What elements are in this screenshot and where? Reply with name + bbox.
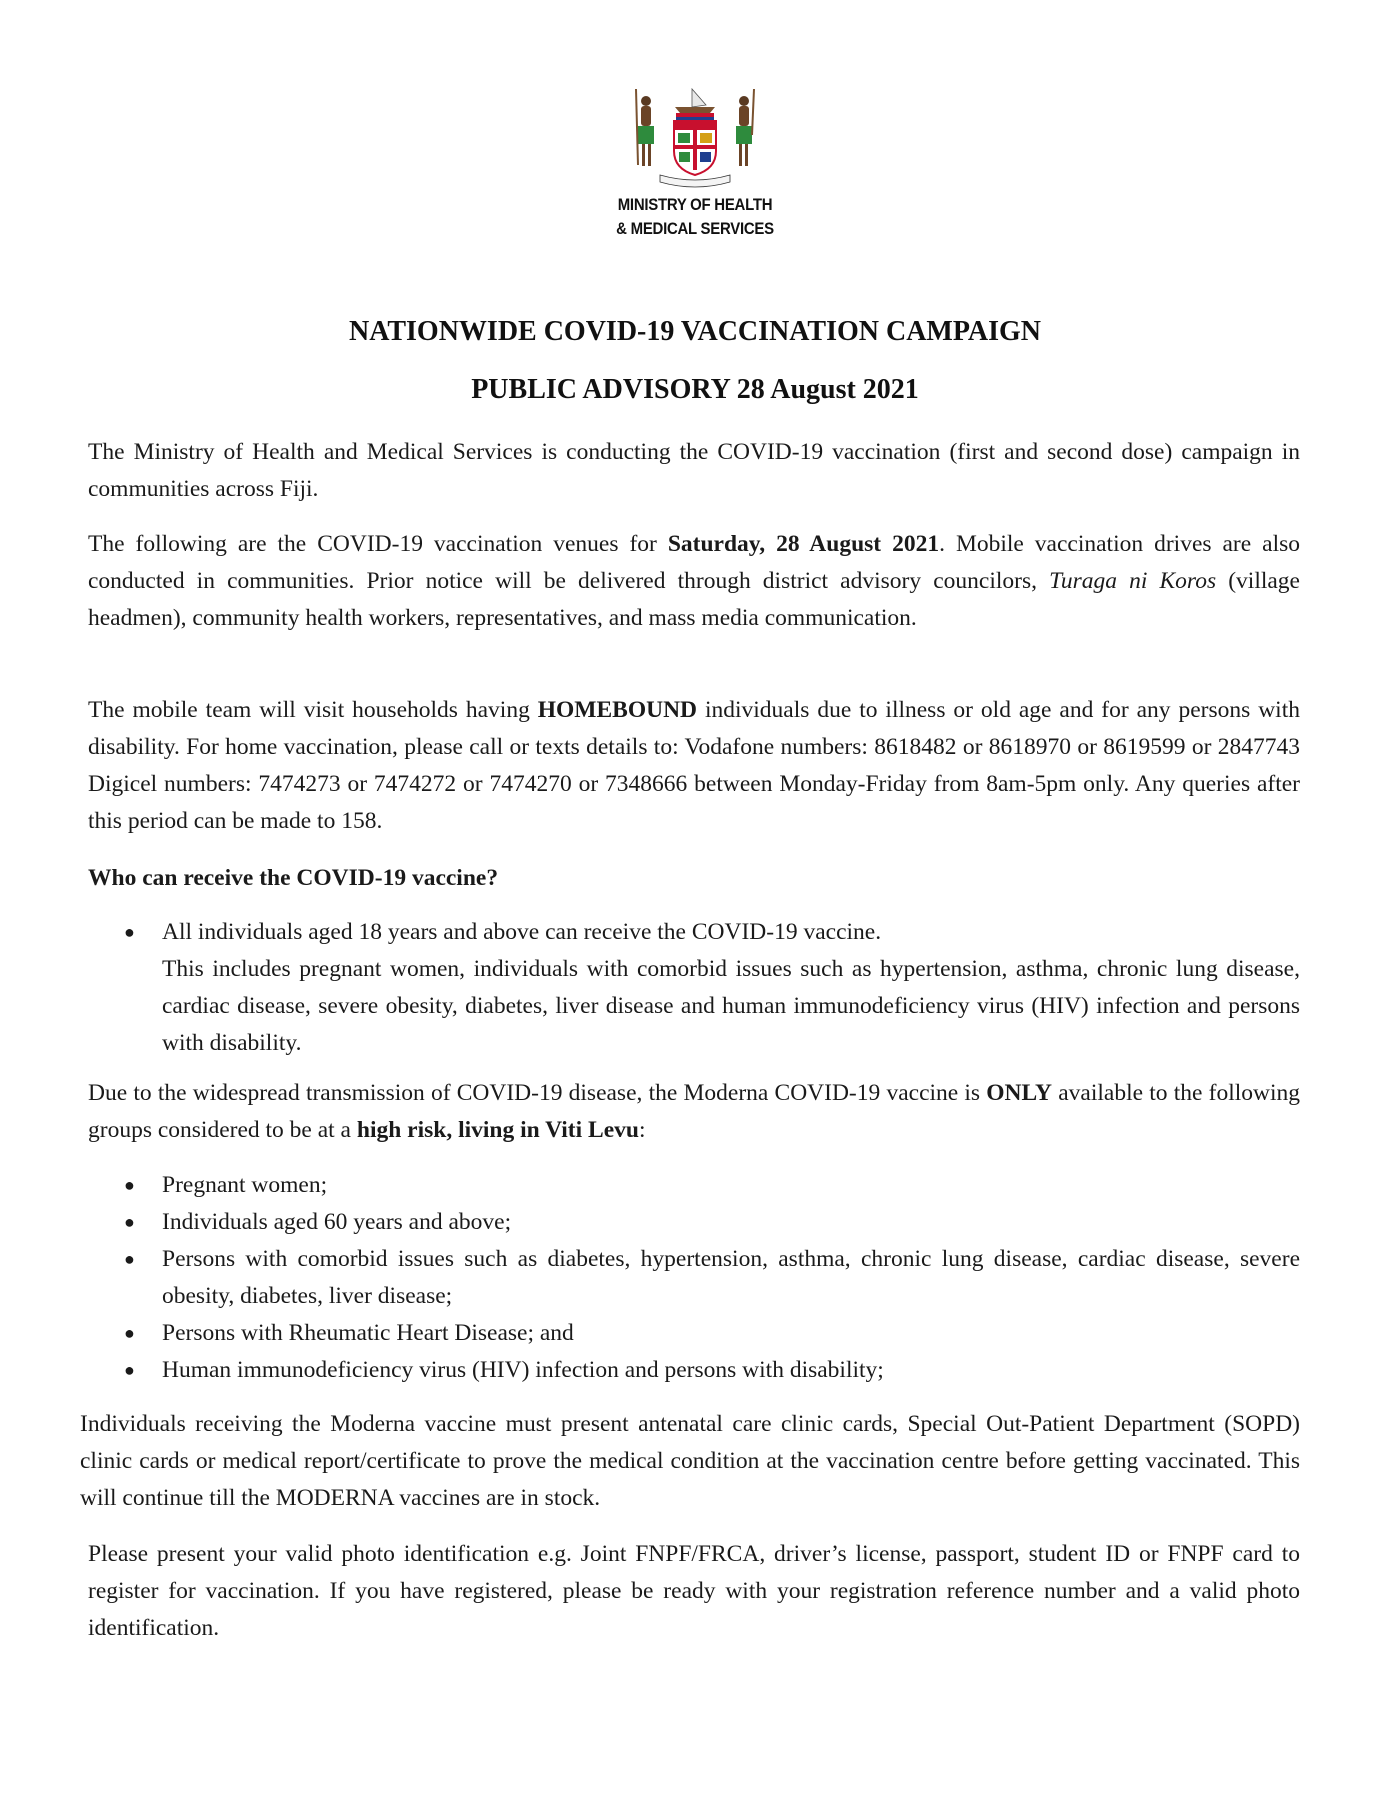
venues-text-1: The following are the COVID-19 vaccination venues for xyxy=(88,531,668,557)
moderna-paragraph xyxy=(88,1075,1300,1149)
group-text: Persons with Rheumatic Heart Disease; and xyxy=(162,1320,574,1346)
canoe-crest xyxy=(675,89,715,120)
list-item xyxy=(124,1315,1300,1352)
who-can-receive-heading: Who can receive the COVID-19 vaccine? xyxy=(88,865,499,891)
bullet-icon: ● xyxy=(124,1175,135,1195)
identification-paragraph: Please present your valid photo identification e.g. Joint FNPF/FRCA, driver’s license, passport, student ID or FNPF card to register for vaccination. If you have registered, please be ready with your registration reference number and a valid photo identification. xyxy=(88,1541,1300,1641)
group-text: Human immunodeficiency virus (HIV) infection and persons with disability; xyxy=(162,1357,884,1383)
moderna-text-2: available to the following groups considered to be at a xyxy=(88,1080,1300,1143)
groups-list xyxy=(124,1167,1300,1389)
requirements-paragraph: Individuals receiving the Moderna vaccine must present antenatal care clinic cards, Special Out-Patient Department (SOPD) clinic cards or medical report/certificate to prove the medical condition at the vaccination centre before getting vaccinated. This will continue till the MODERNA vaccines are in stock. xyxy=(80,1411,1300,1511)
list-item xyxy=(124,1167,1300,1204)
ministry-name xyxy=(545,193,845,241)
bullet-icon: ● xyxy=(124,1212,135,1232)
campaign-title: NATIONWIDE COVID-19 VACCINATION CAMPAIGN xyxy=(348,316,1041,347)
advisory-date-title: PUBLIC ADVISORY 28 August 2021 xyxy=(471,374,919,405)
moderna-only: ONLY xyxy=(986,1080,1053,1106)
ministry-line-2: & MEDICAL SERVICES xyxy=(616,219,774,238)
homebound-paragraph xyxy=(88,692,1300,840)
venues-text-3: (village headmen), community health workers, representatives, and mass media communication. xyxy=(88,568,1300,631)
ministry-line-1: MINISTRY OF HEALTH xyxy=(617,195,773,214)
homebound-keyword: HOMEBOUND xyxy=(537,697,698,723)
venues-date: Saturday, 28 August 2021 xyxy=(667,531,940,557)
right-supporter-figure xyxy=(736,89,754,166)
intro-paragraph: The Ministry of Health and Medical Services is conducting the COVID-19 vaccination (first and second dose) campaign in communities across Fiji. xyxy=(88,439,1300,502)
list-item xyxy=(124,1241,1300,1315)
eligibility-line-2: This includes pregnant women, individuals with comorbid issues such as hypertension, asthma, chronic lung disease, cardiac disease, severe obesity, diabetes, liver disease and human immunodeficiency virus (HIV) infection and persons with disability. xyxy=(162,956,1300,1056)
group-text: Persons with comorbid issues such as diabetes, hypertension, asthma, chronic lung disease, cardiac disease, severe obesity, diabetes, liver disease; xyxy=(162,1246,1300,1309)
left-supporter-figure xyxy=(636,89,654,166)
shield xyxy=(674,121,716,175)
motto-ribbon xyxy=(660,175,730,187)
list-item xyxy=(124,1352,1300,1389)
bullet-icon: ● xyxy=(124,1360,135,1380)
moderna-high-risk: high risk, living in Viti Levu xyxy=(356,1117,639,1143)
homebound-text-1: The mobile team will visit households having xyxy=(88,697,538,723)
eligibility-bullet xyxy=(124,914,1300,1062)
eligibility-line-1: All individuals aged 18 years and above can receive the COVID-19 vaccine. xyxy=(162,919,882,945)
moderna-text-1: Due to the widespread transmission of COVID-19 disease, the Moderna COVID-19 vaccine is xyxy=(88,1080,987,1106)
venues-paragraph xyxy=(88,526,1300,637)
homebound-text-2: individuals due to illness or old age and for any persons with disability. For home vaccination, please call or texts details to: Vodafone numbers: 8618482 or 8618970 or 8619599 or 2847743 Digicel numbers: 7474273 or 7474272 or 7474270 or 7348666 between Monday-Friday from 8am-5pm only. Any queries after this period can be made to 158. xyxy=(88,697,1300,834)
bullet-icon: ● xyxy=(124,922,135,942)
moderna-text-3: : xyxy=(638,1117,646,1143)
bullet-icon: ● xyxy=(124,1249,135,1269)
bullet-icon: ● xyxy=(124,1323,135,1343)
group-text: Individuals aged 60 years and above; xyxy=(162,1209,512,1235)
fiji-coat-of-arms-logo xyxy=(630,85,760,190)
venues-text-2: . Mobile vaccination drives are also conducted in communities. Prior notice will be delivered through district advisory councilors, xyxy=(88,531,1301,594)
turaga-ni-koros: Turaga ni Koros xyxy=(1049,568,1217,594)
list-item xyxy=(124,1204,1300,1241)
group-text: Pregnant women; xyxy=(162,1172,328,1198)
